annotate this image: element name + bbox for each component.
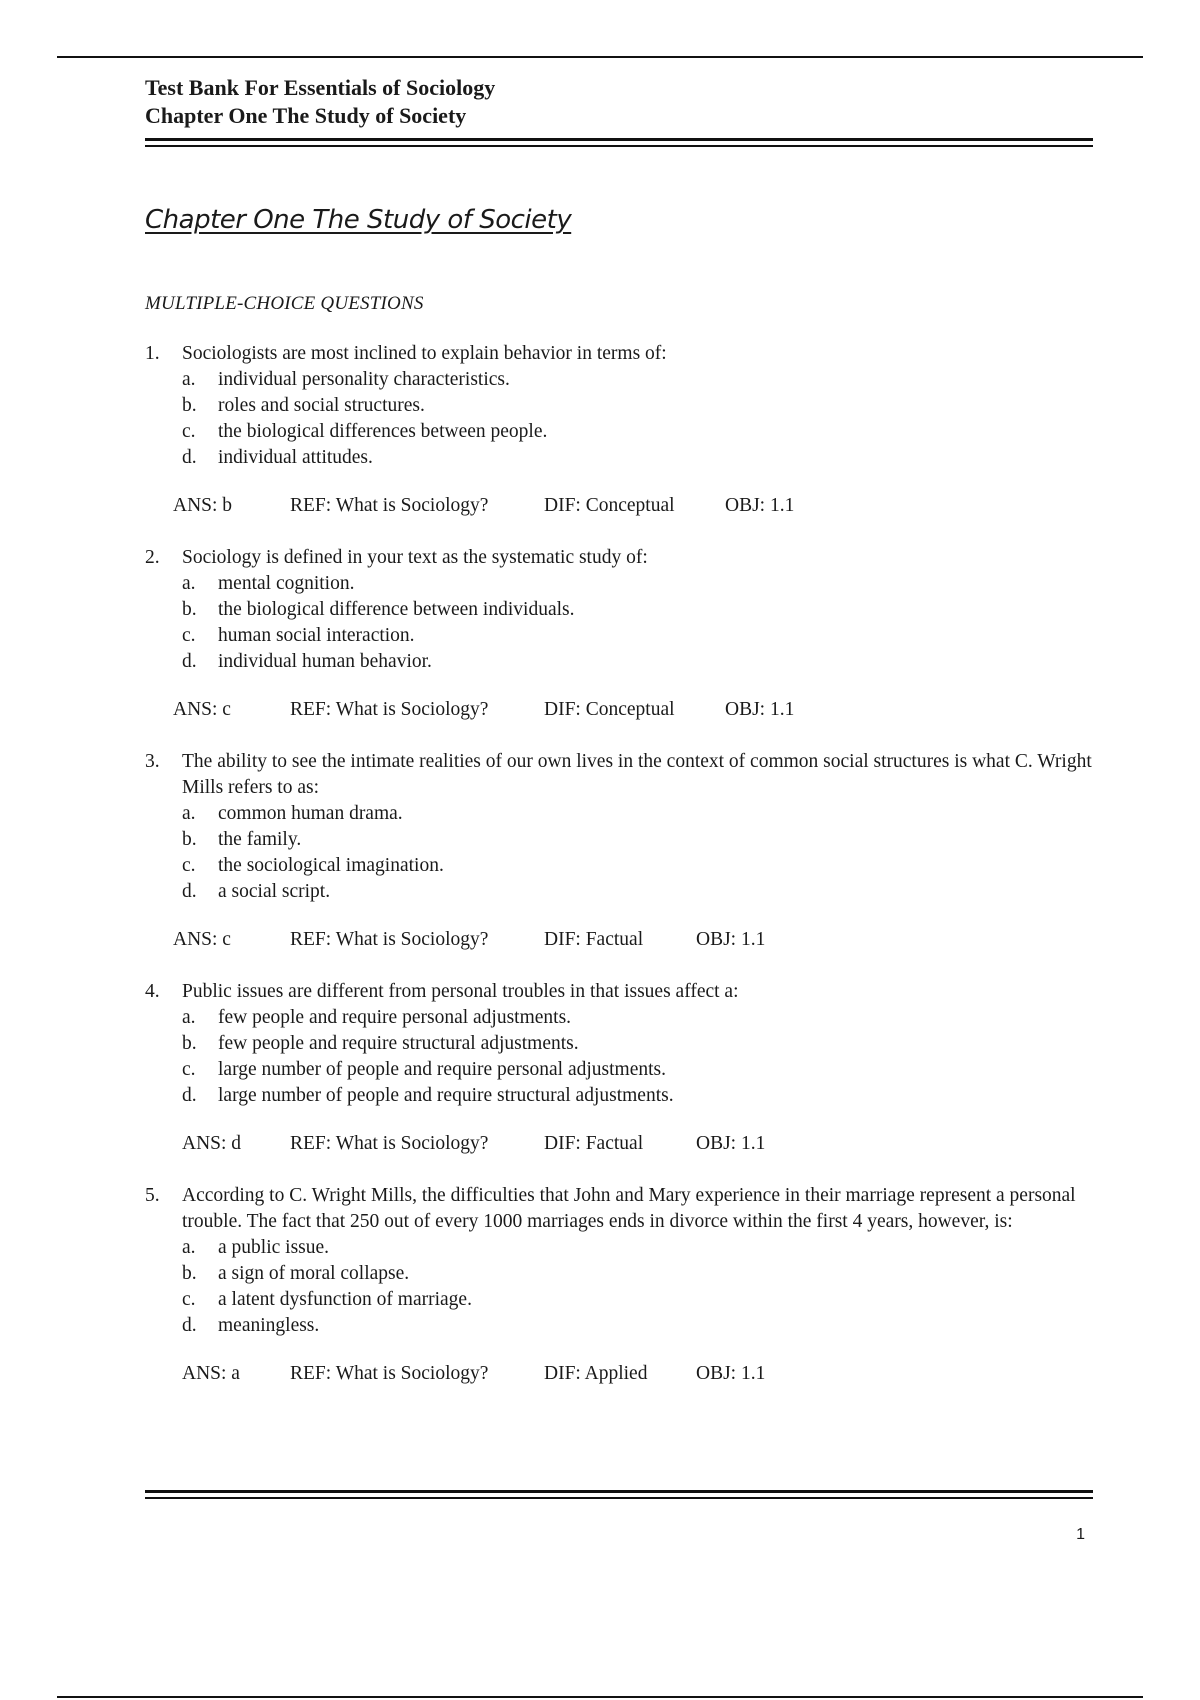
difficulty: DIF: Applied [544,1363,648,1384]
question-text: The ability to see the intimate realities of our own lives in the context of common social structures is what C. Wright Mills refers to as: [182,751,1092,798]
option-letter: c. [182,1289,196,1310]
answer-option-c [145,853,1093,879]
question-text: Sociology is defined in your text as the systematic study of: [182,547,648,568]
objective: OBJ: 1.1 [696,1133,766,1154]
reference: REF: What is Sociology? [290,1133,489,1154]
option-letter: d. [182,651,197,672]
answer-metadata [145,927,1093,953]
answer-option-a [145,1235,1093,1261]
option-letter: a. [182,1007,196,1028]
question-3 [145,749,1093,953]
answer-option-a [145,367,1093,393]
page-content [145,74,1093,1387]
option-letter: a. [182,803,196,824]
answer-option-c [145,623,1093,649]
objective: OBJ: 1.1 [725,495,795,516]
option-letter: c. [182,625,196,646]
question-1 [145,341,1093,519]
answer-option-c [145,1057,1093,1083]
question-text: Public issues are different from personal troubles in that issues affect a: [182,981,739,1002]
option-letter: b. [182,1263,197,1284]
option-text: a social script. [218,881,331,902]
option-letter: d. [182,1315,197,1336]
question-stem [145,545,1093,571]
option-letter: d. [182,881,197,902]
answer-option-b [145,827,1093,853]
answer-key: ANS: b [173,495,233,516]
question-2 [145,545,1093,723]
option-text: a latent dysfunction of marriage. [218,1289,472,1310]
option-letter: b. [182,1033,197,1054]
difficulty: DIF: Factual [544,929,644,950]
option-letter: a. [182,369,196,390]
option-letter: a. [182,1237,196,1258]
option-text: large number of people and require structural adjustments. [218,1085,674,1106]
question-number: 5. [145,1185,160,1206]
question-stem [145,1183,1093,1235]
difficulty: DIF: Factual [544,1133,644,1154]
question-text: Sociologists are most inclined to explain behavior in terms of: [182,343,667,364]
reference: REF: What is Sociology? [290,699,489,720]
option-letter: d. [182,447,197,468]
option-text: individual personality characteristics. [218,369,510,390]
running-header-title: Test Bank For Essentials of Sociology [145,75,496,100]
option-text: meaningless. [218,1315,320,1336]
option-text: common human drama. [218,803,403,824]
answer-option-b [145,597,1093,623]
question-4 [145,979,1093,1157]
option-text: a sign of moral collapse. [218,1263,410,1284]
question-text: According to C. Wright Mills, the difficulties that John and Mary experience in their marriage represent a personal trouble. The fact that 250 out of every 1000 marriages ends in divorce within the first 4 years, however, is: [182,1185,1076,1232]
option-text: the sociological imagination. [218,855,444,876]
answer-option-a [145,801,1093,827]
running-header-subtitle: Chapter One The Study of Society [145,103,467,128]
objective: OBJ: 1.1 [725,699,795,720]
answer-key: ANS: c [173,929,231,950]
option-letter: a. [182,573,196,594]
option-text: few people and require personal adjustments. [218,1007,572,1028]
answer-key: ANS: c [173,699,231,720]
option-text: the biological differences between people. [218,421,548,442]
option-text: a public issue. [218,1237,330,1258]
answer-option-b [145,1261,1093,1287]
answer-metadata [145,1361,1093,1387]
question-stem [145,341,1093,367]
answer-option-d [145,1083,1093,1109]
question-stem [145,979,1093,1005]
answer-metadata [145,1131,1093,1157]
option-text: large number of people and require personal adjustments. [218,1059,666,1080]
answer-option-d [145,879,1093,905]
objective: OBJ: 1.1 [696,929,766,950]
answer-metadata [145,697,1093,723]
answer-key: ANS: a [182,1363,240,1384]
page-top-border [57,56,1143,58]
option-text: individual human behavior. [218,651,432,672]
option-text: the biological difference between individuals. [218,599,575,620]
difficulty: DIF: Conceptual [544,495,675,516]
option-letter: c. [182,855,196,876]
reference: REF: What is Sociology? [290,495,489,516]
option-text: roles and social structures. [218,395,425,416]
option-letter: c. [182,421,196,442]
answer-option-d [145,445,1093,471]
question-number: 2. [145,547,160,568]
answer-option-c [145,1287,1093,1313]
answer-option-c [145,419,1093,445]
answer-option-d [145,1313,1093,1339]
answer-metadata [145,493,1093,519]
question-5 [145,1183,1093,1387]
chapter-title: Chapter One The Study of Society [145,205,572,235]
page-number: 1 [1076,1526,1085,1543]
option-letter: b. [182,395,197,416]
option-text: the family. [218,829,302,850]
option-text: individual attitudes. [218,447,373,468]
reference: REF: What is Sociology? [290,1363,489,1384]
question-stem [145,749,1093,801]
option-letter: b. [182,829,197,850]
option-text: mental cognition. [218,573,355,594]
reference: REF: What is Sociology? [290,929,489,950]
question-number: 1. [145,343,160,364]
footer-double-rule [145,1490,1093,1499]
answer-option-b [145,1031,1093,1057]
difficulty: DIF: Conceptual [544,699,675,720]
section-label: MULTIPLE-CHOICE QUESTIONS [145,293,424,314]
answer-option-a [145,571,1093,597]
option-letter: b. [182,599,197,620]
answer-option-b [145,393,1093,419]
answer-option-a [145,1005,1093,1031]
question-number: 4. [145,981,160,1002]
option-text: few people and require structural adjustments. [218,1033,579,1054]
question-number: 3. [145,751,160,772]
option-text: human social interaction. [218,625,415,646]
header-double-rule [145,138,1093,147]
page-bottom-border [57,1696,1143,1698]
objective: OBJ: 1.1 [696,1363,766,1384]
answer-key: ANS: d [182,1133,242,1154]
answer-option-d [145,649,1093,675]
option-letter: c. [182,1059,196,1080]
option-letter: d. [182,1085,197,1106]
